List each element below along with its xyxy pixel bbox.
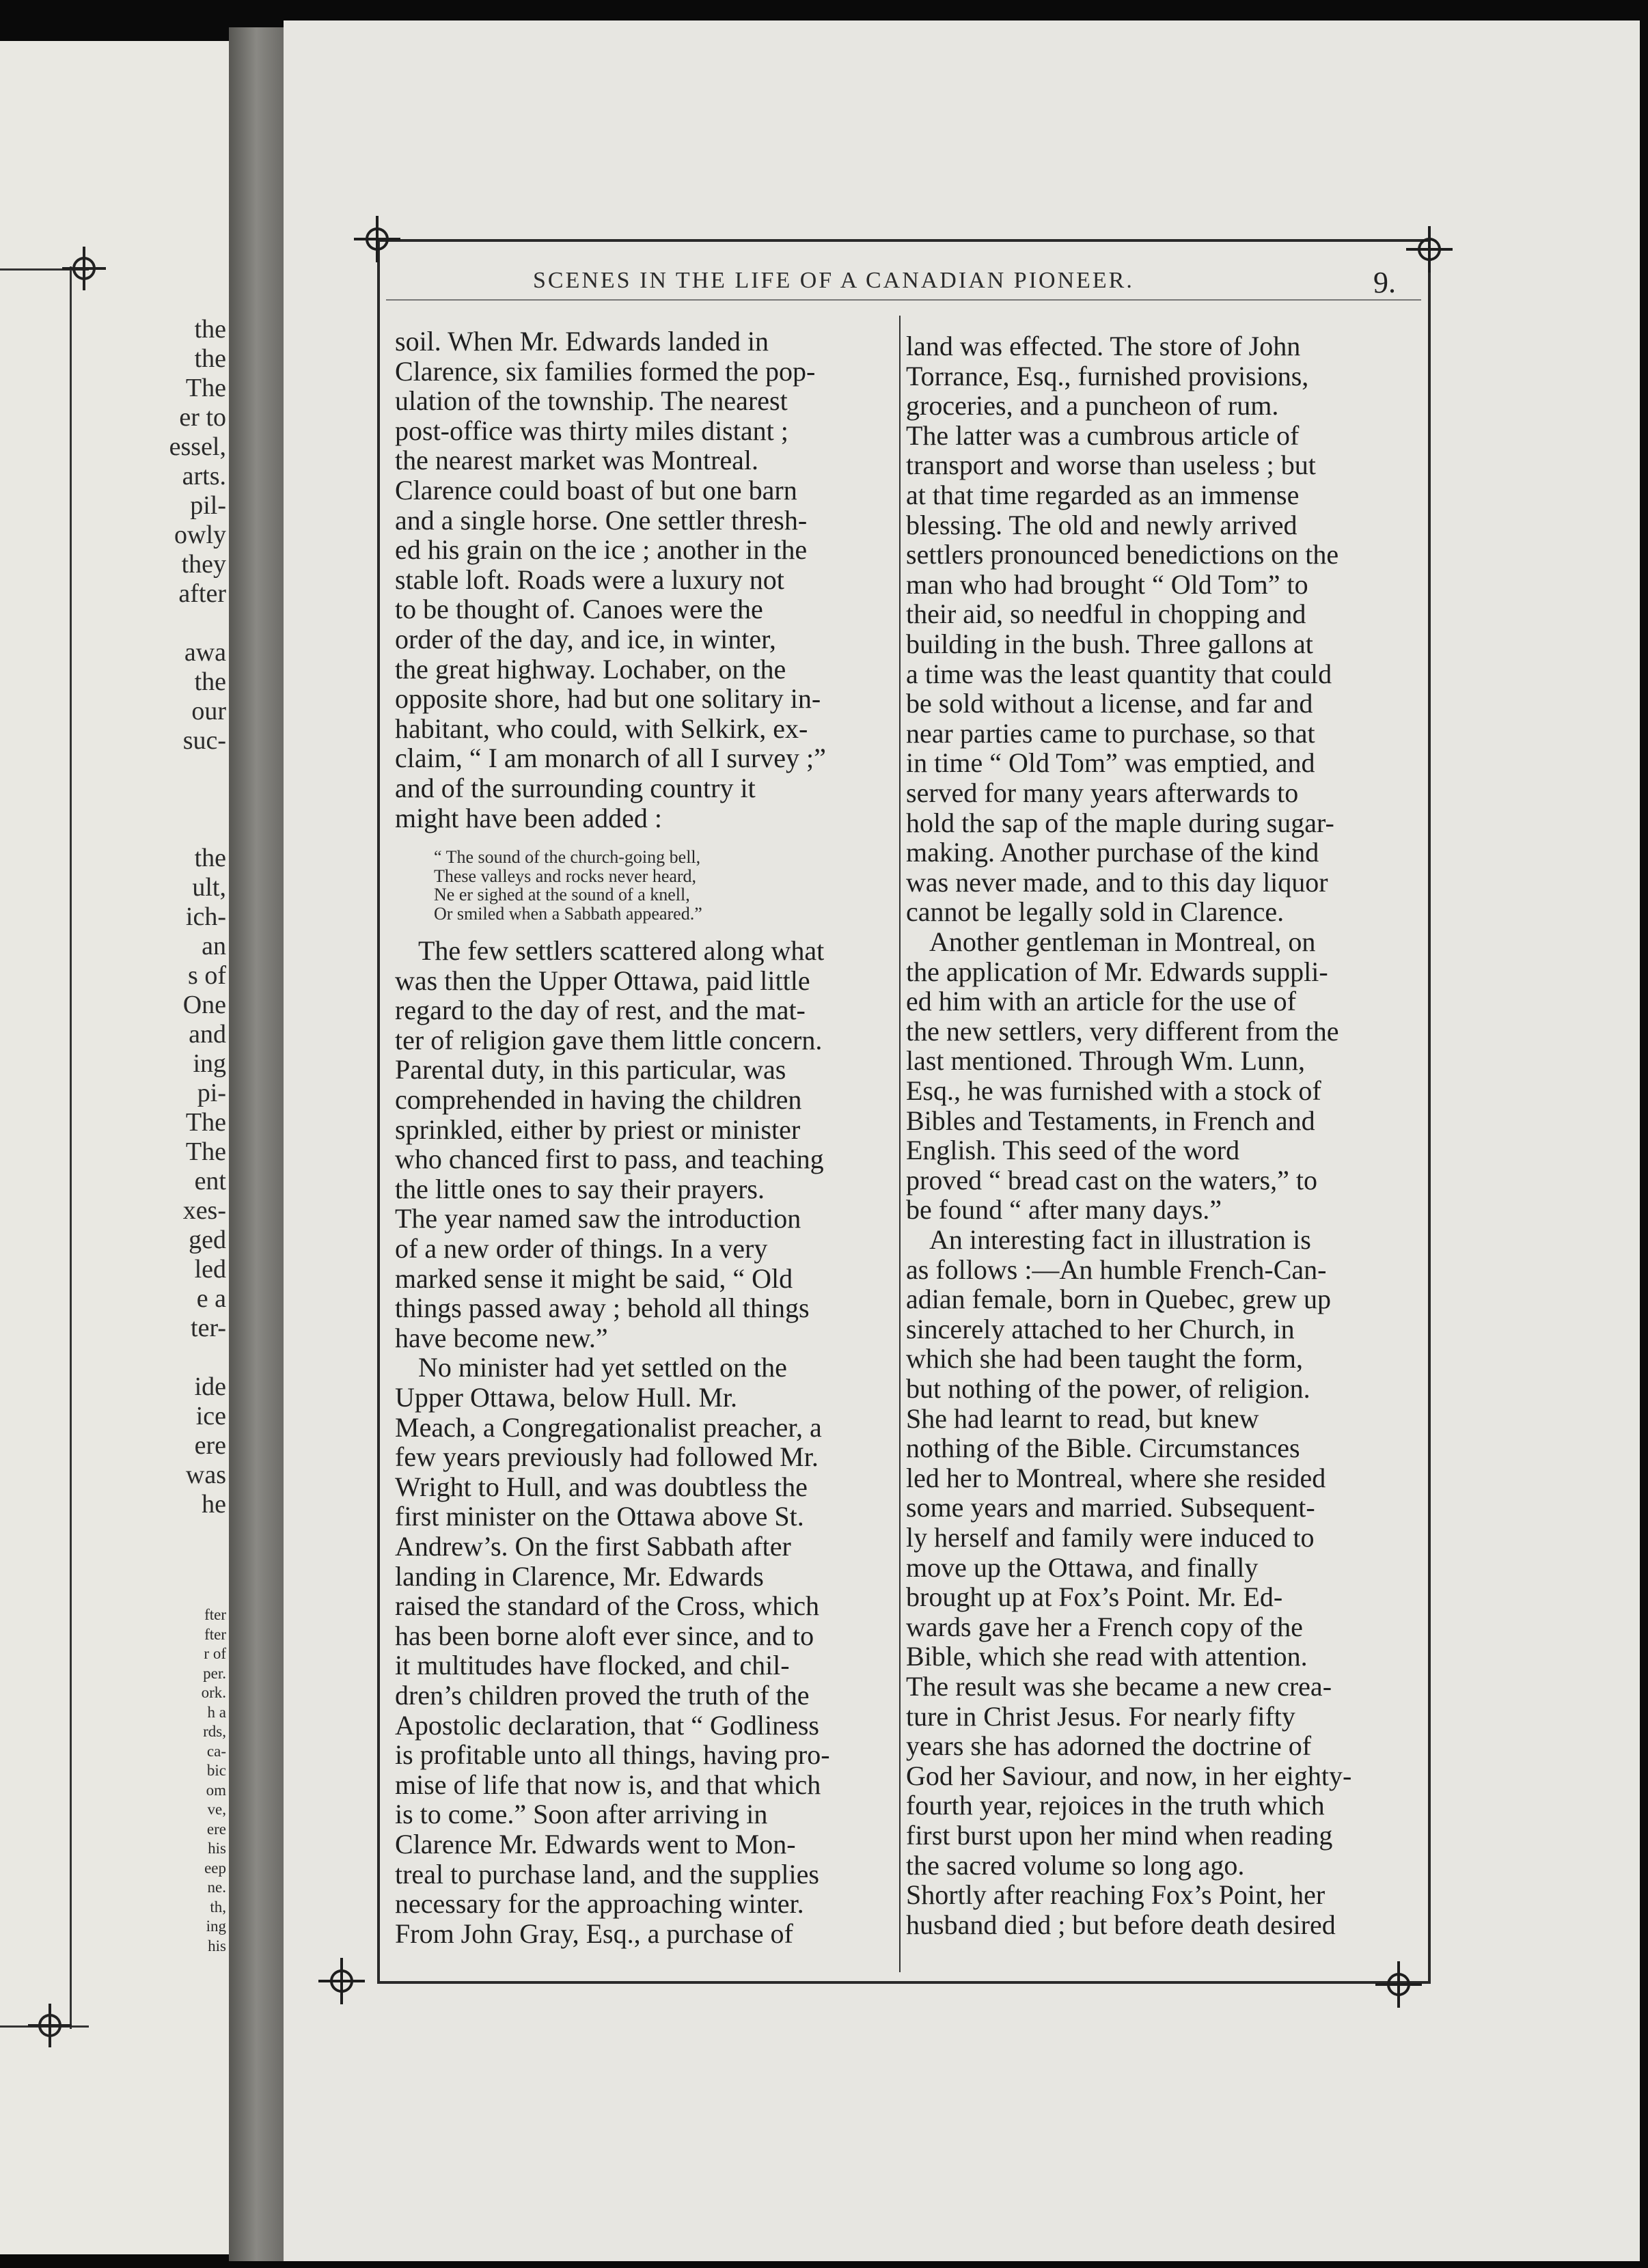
text-line: Another gentleman in Montreal, on (929, 926, 1316, 957)
facing-page-corner-ornament-top (57, 241, 111, 296)
text-line: An interesting fact in illustration is (929, 1224, 1311, 1255)
facing-page-corner-ornament-bottom (23, 1998, 77, 2053)
text-line: Andrew’s. On the first Sabbath after (395, 1531, 791, 1562)
facing-page-line: One (182, 991, 226, 1019)
facing-page-line: he (202, 1490, 226, 1519)
text-line: These valleys and rocks never heard, (434, 866, 697, 886)
header-rule (386, 299, 1421, 301)
text-line: Bible, which she read with attention. (906, 1641, 1308, 1672)
text-line: The few settlers scattered along what (418, 935, 825, 966)
facing-page-line: ter- (191, 1314, 226, 1342)
text-line: wards gave her a French copy of the (906, 1611, 1303, 1642)
running-head: SCENES IN THE LIFE OF A CANADIAN PIONEER. (533, 268, 1134, 293)
text-line: “ The sound of the church-going bell, (434, 847, 701, 867)
text-line: to be thought of. Canoes were the (395, 594, 763, 625)
facing-page-line: ent (194, 1167, 226, 1195)
text-line: as follows :—An humble French-Can- (906, 1254, 1327, 1285)
corner-ornament-bottom-right (1371, 1957, 1426, 2012)
text-line: Clarence Mr. Edwards went to Mon- (395, 1829, 796, 1859)
text-line: settlers pronounced benedictions on the (906, 539, 1339, 570)
text-line: but nothing of the power, of religion. (906, 1373, 1310, 1404)
text-line: led her to Montreal, where she resided (906, 1462, 1326, 1493)
facing-page-footnote-line: bic (206, 1762, 226, 1779)
text-line: ly herself and family were induced to (906, 1522, 1315, 1553)
page-frame-top-rule (377, 239, 1431, 242)
text-line: Clarence could boast of but one barn (395, 475, 797, 506)
text-line: Or smiled when a Sabbath appeared.” (434, 903, 702, 924)
text-line: is profitable unto all things, having pro- (395, 1739, 830, 1771)
facing-page-line: s of (188, 961, 226, 990)
facing-page-footnote-line: his (208, 1937, 226, 1954)
text-line: near parties came to purchase, so that (906, 717, 1315, 749)
text-line: Ne er sighed at the sound of a knell, (434, 885, 690, 904)
text-line: who chanced first to pass, and teaching (395, 1144, 824, 1175)
text-line: ter of religion gave them little concern. (395, 1024, 823, 1055)
text-line: which she had been taught the form, (906, 1343, 1303, 1374)
facing-page-footnote-line: per. (203, 1664, 226, 1682)
corner-ornament-bottom-left (314, 1954, 369, 2008)
text-line: of a new order of things. In a very (395, 1233, 768, 1264)
facing-page-line: pi- (197, 1079, 226, 1107)
text-line: Upper Ottawa, below Hull. Mr. (395, 1382, 738, 1413)
text-line: few years previously had followed Mr. (395, 1441, 819, 1473)
text-line: Parental duty, in this particular, was (395, 1054, 786, 1085)
page-frame-bottom-rule (377, 1981, 1431, 1984)
facing-page-footnote-line: fter (204, 1625, 226, 1643)
text-line: The year named saw the introduction (395, 1203, 801, 1234)
text-line: No minister had yet settled on the (418, 1352, 787, 1383)
text-line: transport and worse than useless ; but (906, 450, 1316, 481)
text-line: marked sense it might be said, “ Old (395, 1262, 793, 1294)
corner-ornament-top-right (1402, 222, 1457, 277)
facing-page-line: ult, (192, 873, 226, 902)
facing-page-line: ich- (185, 902, 226, 931)
text-line: land was effected. The store of John (906, 331, 1301, 361)
facing-page-line: an (202, 932, 226, 960)
text-line: blessing. The old and newly arrived (906, 509, 1297, 540)
facing-page-line: arts. (182, 462, 226, 490)
facing-page-line: e a (196, 1284, 226, 1313)
text-line: necessary for the approaching winter. (395, 1888, 804, 1920)
facing-page-line: the (194, 315, 226, 344)
facing-page-footnote-line: ne. (207, 1879, 226, 1896)
text-line: years she has adorned the doctrine of (906, 1730, 1312, 1762)
facing-page-footnote-line: ve, (207, 1801, 226, 1818)
facing-page-footnote-line: ork. (201, 1684, 226, 1701)
text-line: the little ones to say their prayers. (395, 1173, 765, 1204)
facing-page-line: after (178, 579, 226, 608)
facing-page-line: ged (189, 1226, 226, 1254)
facing-page-line: ere (194, 1431, 226, 1460)
page-number: 9. (1373, 266, 1396, 299)
facing-page-line: suc- (182, 726, 226, 755)
text-line: Shortly after reaching Fox’s Point, her (906, 1879, 1326, 1911)
text-line: Bibles and Testaments, in French and (906, 1105, 1315, 1136)
text-line: sprinkled, either by priest or minister (395, 1114, 801, 1145)
facing-page-line: owly (174, 521, 226, 549)
text-line: hold the sap of the maple during sugar- (906, 807, 1334, 838)
facing-page-footnote-line: his (208, 1840, 226, 1857)
facing-page-line: essel, (169, 432, 226, 461)
text-line: has been borne aloft ever since, and to (395, 1620, 814, 1651)
text-line: the application of Mr. Edwards suppli- (906, 956, 1328, 987)
text-line: might have been added : (395, 802, 662, 833)
text-line: ture in Christ Jesus. For nearly fifty (906, 1700, 1295, 1732)
facing-page-line: ide (194, 1372, 226, 1401)
text-line: was never made, and to this day liquor (906, 866, 1328, 898)
text-line: it multitudes have flocked, and chil- (395, 1650, 790, 1681)
text-line: fourth year, rejoices in the truth which (906, 1790, 1325, 1821)
text-line: move up the Ottawa, and finally (906, 1551, 1259, 1583)
book-gutter (229, 27, 284, 2261)
text-line: husband died ; but before death desired (906, 1909, 1336, 1940)
facing-page-frame-rule (70, 266, 72, 2029)
text-line: first burst upon her mind when reading (906, 1820, 1333, 1851)
text-line: God her Saviour, and now, in her eighty- (906, 1760, 1352, 1791)
text-line: Apostolic declaration, that “ Godliness (395, 1709, 819, 1741)
text-line: English. This seed of the word (906, 1135, 1240, 1166)
text-line: groceries, and a puncheon of rum. (906, 390, 1279, 421)
facing-page-footnote-line: th, (210, 1898, 226, 1916)
facing-page-footnote-line: eep (204, 1859, 226, 1877)
page-frame-left-rule (377, 239, 380, 1984)
text-line: nothing of the Bible. Circumstances (906, 1433, 1300, 1464)
facing-page-line: ing (193, 1049, 226, 1078)
text-line: Wright to Hull, and was doubtless the (395, 1471, 808, 1502)
facing-page-line: pil- (190, 491, 226, 520)
facing-page-line: er to (179, 403, 226, 432)
facing-page-line: ice (195, 1402, 226, 1430)
facing-page-footnote-line: fter (204, 1606, 226, 1623)
text-line: the nearest market was Montreal. (395, 445, 759, 476)
text-line: served for many years afterwards to (906, 777, 1299, 808)
text-line: in time “ Old Tom” was emptied, and (906, 747, 1315, 779)
text-line: is to come.” Soon after arriving in (395, 1799, 768, 1830)
text-line: raised the standard of the Cross, which (395, 1590, 819, 1622)
text-line: brought up at Fox’s Point. Mr. Ed- (906, 1581, 1283, 1613)
facing-page-footnote-line: ing (206, 1918, 226, 1935)
text-line: have become new.” (395, 1322, 608, 1353)
text-line: first minister on the Ottawa above St. (395, 1501, 804, 1532)
text-line: The latter was a cumbrous article of (906, 419, 1300, 451)
text-line: Torrance, Esq., furnished provisions, (906, 360, 1309, 391)
text-line: Meach, a Congregationalist preacher, a (395, 1411, 822, 1443)
text-line: The result was she became a new crea- (906, 1671, 1332, 1702)
text-line: the sacred volume so long ago. (906, 1849, 1245, 1881)
text-line: ulation of the township. The nearest (395, 385, 788, 417)
text-line: a time was the least quantity that could (906, 658, 1332, 689)
text-line: proved “ bread cast on the waters,” to (906, 1164, 1317, 1195)
text-line: be found “ after many days.” (906, 1194, 1222, 1226)
facing-page-line: The (185, 374, 226, 402)
text-line: and of the surrounding country it (395, 773, 756, 803)
page-frame-right-rule (1428, 239, 1431, 1984)
text-line: regard to the day of rest, and the mat- (395, 995, 806, 1026)
facing-page-line: was (185, 1461, 226, 1489)
text-line: the great highway. Lochaber, on the (395, 653, 786, 684)
facing-page-fragment (0, 41, 230, 2254)
text-line: stable loft. Roads were a luxury not (395, 564, 784, 595)
text-line: some years and married. Subsequent- (906, 1492, 1315, 1523)
facing-page-line: the (194, 844, 226, 872)
text-line: adian female, born in Quebec, grew up (906, 1284, 1331, 1315)
facing-page-line: our (191, 697, 226, 725)
text-line: building in the bush. Three gallons at (906, 628, 1313, 659)
facing-page-line: they (181, 550, 226, 579)
text-line: ed his grain on the ice ; another in the (395, 534, 808, 566)
text-line: at that time regarded as an immense (906, 480, 1300, 510)
facing-page-line: awa (184, 638, 226, 667)
facing-page-footnote-line: om (206, 1781, 226, 1799)
text-line: claim, “ I am monarch of all I survey ;” (395, 743, 826, 774)
text-line: order of the day, and ice, in winter, (395, 624, 776, 654)
facing-page-footnote-line: h a (207, 1703, 226, 1721)
facing-page-line: xes- (182, 1196, 226, 1225)
facing-page-footnote-line: rds, (203, 1723, 226, 1740)
text-line: their aid, so needful in chopping and (906, 598, 1306, 630)
text-line: soil. When Mr. Edwards landed in (395, 326, 769, 357)
text-line: From John Gray, Esq., a purchase of (395, 1918, 793, 1949)
facing-page-line: The (185, 1137, 226, 1166)
text-line: be sold without a license, and far and (906, 688, 1313, 719)
text-line: was then the Upper Ottawa, paid little (395, 965, 810, 996)
text-line: ed him with an article for the use of (906, 986, 1296, 1017)
text-line: making. Another purchase of the kind (906, 837, 1319, 868)
text-line: the new settlers, very different from the (906, 1015, 1339, 1047)
facing-page-footnote-line: ere (206, 1820, 226, 1838)
text-line: She had learnt to read, but knew (906, 1402, 1259, 1434)
text-line: landing in Clarence, Mr. Edwards (395, 1560, 764, 1592)
facing-page-footnote-line: ca- (206, 1742, 226, 1760)
text-line: dren’s children proved the truth of the (395, 1680, 810, 1711)
text-line: mise of life that now is, and that which (395, 1769, 821, 1800)
text-line: sincerely attached to her Church, in (906, 1313, 1295, 1344)
text-line: comprehended in having the children (395, 1084, 802, 1115)
facing-page-line: the (194, 667, 226, 696)
text-line: Esq., he was furnished with a stock of (906, 1075, 1321, 1106)
text-line: habitant, who could, with Selkirk, ex- (395, 713, 808, 744)
text-line: treal to purchase land, and the supplies (395, 1858, 819, 1890)
text-line: and a single horse. One settler thresh- (395, 504, 808, 536)
text-line: man who had brought “ Old Tom” to (906, 568, 1308, 600)
facing-page-footnote-line: r of (204, 1645, 226, 1662)
text-line: Clarence, six families formed the pop- (395, 355, 816, 387)
text-line: cannot be legally sold in Clarence. (906, 896, 1285, 928)
facing-page-line: The (185, 1108, 226, 1137)
text-line: opposite shore, had but one solitary in- (395, 683, 821, 715)
facing-page-line: and (189, 1020, 226, 1049)
column-divider-rule (899, 316, 901, 1972)
facing-page-line: the (194, 344, 226, 373)
text-line: things passed away ; behold all things (395, 1292, 810, 1324)
text-line: post-office was thirty miles distant ; (395, 415, 788, 446)
facing-page-line: led (194, 1255, 226, 1284)
text-line: last mentioned. Through Wm. Lunn, (906, 1045, 1306, 1077)
corner-ornament-top-left (350, 212, 404, 266)
